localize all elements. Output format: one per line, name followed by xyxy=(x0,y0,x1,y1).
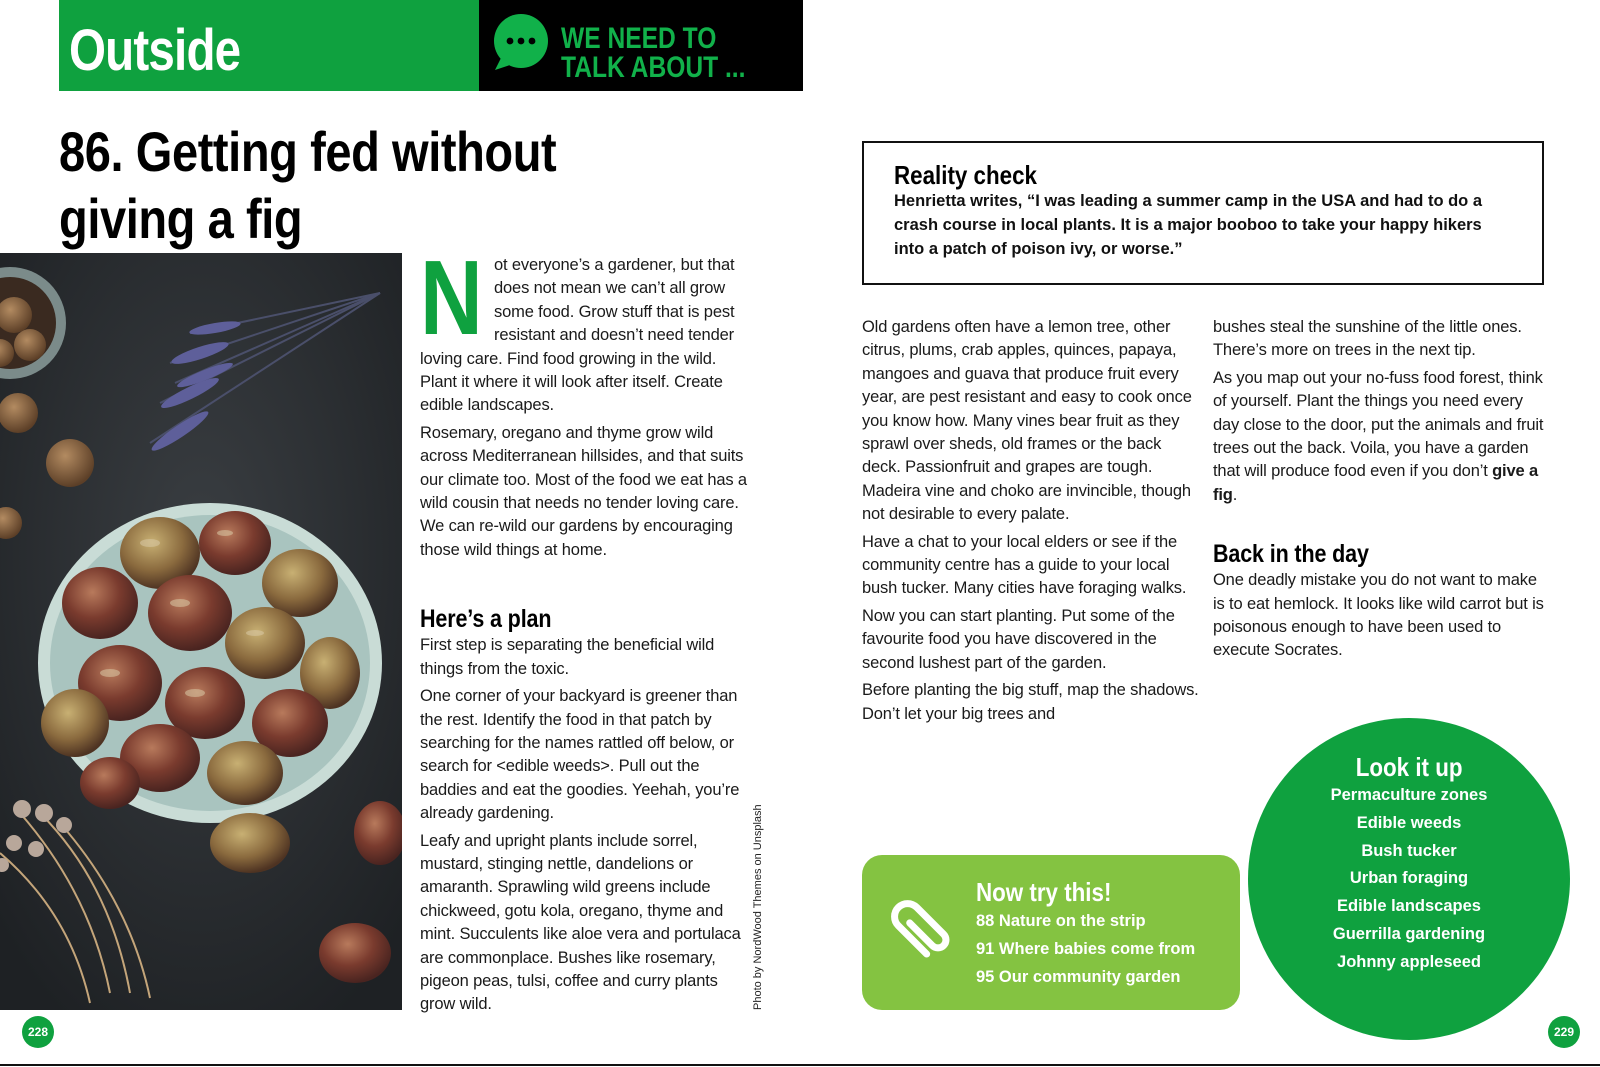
page-number-right: 229 xyxy=(1548,1016,1580,1048)
give-a-fig-bold: give a fig xyxy=(1213,462,1539,504)
photo-credit xyxy=(752,790,766,1010)
paperclip-icon xyxy=(880,889,962,971)
section-title: Outside xyxy=(69,18,241,83)
drop-cap: N xyxy=(420,239,483,357)
lookup-item[interactable]: Bush tucker xyxy=(1361,841,1457,860)
plan-heading: Here’s a plan xyxy=(420,605,552,634)
talk-line-2: TALK ABOUT ... xyxy=(561,51,746,84)
col4-p2-end: . xyxy=(1232,485,1238,504)
page-number-left: 228 xyxy=(22,1016,54,1048)
reality-check-text: Henrietta writes, “I was leading a summer camp in the USA and had to do a crash course in local plants. It is a major booboo to take your happy hikers into a patch of poison ivy, or worse.” xyxy=(894,192,1483,258)
intro-paragraph-1 xyxy=(420,239,754,418)
column-four xyxy=(1213,316,1551,667)
plan-paragraph-3: Leafy and upright plants include sorrel, mustard, stinging nettle, dandelions or amaranth. Sprawling wild greens include chickweed, gotu kola, oregano, thyme and mint. Succulents like aloe vera and portulaca are commonplace. Bushes like rosemary, pigeon peas, tulsi, coffee and curry plants grow wild. xyxy=(420,831,741,1014)
lookup-item[interactable]: Edible landscapes xyxy=(1337,897,1481,916)
col3-paragraph-1: Old gardens often have a lemon tree, other citrus, plums, crab apples, quinces, papaya, mangoes and guava that produce fruit every year, are pest resistant and easy to cook once you know how. Many vines bear fruit as they sprawl over sheds, old frames or the back deck. Passionfruit and grapes are tough. Madeira vine and choko are invincible, though not desirable to every palate. xyxy=(862,318,1192,524)
lookup-item[interactable]: Permaculture zones xyxy=(1330,786,1488,804)
article-title xyxy=(59,118,556,252)
try-item[interactable]: 88 Nature on the strip xyxy=(976,912,1146,930)
plan-paragraph-2: One corner of your backyard is greener than the rest. Identify the food in that patch by searching for the names rattled off below, or search for <edible weeds>. Pull out the baddies and eat the goodies. Yeehah, you’re already gardening. xyxy=(420,687,740,823)
look-it-up-circle xyxy=(1248,718,1570,1040)
lookup-item[interactable]: Urban foraging xyxy=(1349,869,1469,888)
title-line-1: 86. Getting fed without xyxy=(59,120,557,183)
figs-photo xyxy=(0,253,402,1010)
column-three xyxy=(862,316,1202,730)
try-item[interactable]: 95 Our community garden xyxy=(976,968,1181,986)
figs-illustration xyxy=(0,253,402,1010)
intro-text-1: ot everyone’s a gardener, but that does not mean we can’t all grow some food. Grow stuff that is pest resistant and doesn’t need tender loving care. Find food growing in the wild. Plant it where it will look after itself. Create edible landscapes. xyxy=(420,256,735,415)
bottom-rule xyxy=(0,1064,1600,1066)
col4-p2-start: As you map out your no-fuss food forest, think of yourself. Plant the things you need every day close to the door, put the animals and fruit trees out the back. Voila, you have a garden that will produce food even if you don’t xyxy=(1213,368,1544,481)
look-it-up-title-text: Look it up xyxy=(1355,752,1463,782)
now-try-this-list xyxy=(976,907,1195,991)
reality-check-box xyxy=(862,141,1544,285)
lookup-item[interactable]: Edible weeds xyxy=(1356,813,1462,832)
section-header xyxy=(59,0,479,91)
look-it-up-title xyxy=(1248,752,1570,783)
col3-paragraph-2: Have a chat to your local elders or see if the community centre has a guide to your local bush tucker. Many cities have foraging walks. xyxy=(862,532,1187,598)
col4-paragraph-2 xyxy=(1213,367,1551,507)
title-line-2: giving a fig xyxy=(59,187,303,250)
intro-paragraph-2: Rosemary, oregano and thyme grow wild across Mediterranean hillsides, and that suits our climate too. Most of the food we eat has a wild cousin that needs no tender loving care. We can re-wild our gardens by encouraging those wild things at home. xyxy=(420,423,747,559)
try-item[interactable]: 91 Where babies come from xyxy=(976,940,1196,958)
lookup-item[interactable]: Johnny appleseed xyxy=(1337,952,1481,971)
back-in-the-day-heading: Back in the day xyxy=(1213,540,1369,569)
talk-about-banner xyxy=(479,0,803,91)
photo-credit-text: Photo by NordWood Themes on Unsplash xyxy=(752,804,764,1010)
plan-paragraph-1: First step is separating the beneficial wild things from the toxic. xyxy=(420,636,715,678)
speech-bubble-icon xyxy=(491,12,551,72)
talk-line-1: WE NEED TO xyxy=(561,22,717,55)
look-it-up-list xyxy=(1248,782,1570,977)
now-try-this-box xyxy=(862,855,1240,1010)
talk-about-text xyxy=(561,24,745,82)
column-intro xyxy=(420,239,754,1021)
back-in-the-day-text: One deadly mistake you do not want to make is to eat hemlock. It looks like wild carrot but is poisonous enough to have been used to execute Socrates. xyxy=(1213,571,1544,660)
col3-paragraph-3: Now you can start planting. Put some of the favourite food you have discovered in the second lushest part of the garden. xyxy=(862,606,1175,672)
col3-paragraph-4: Before planting the big stuff, map the shadows. Don’t let your big trees and xyxy=(862,681,1199,723)
lookup-item[interactable]: Guerrilla gardening xyxy=(1332,924,1486,943)
reality-check-title: Reality check xyxy=(894,160,1037,190)
col4-paragraph-1: bushes steal the sunshine of the little ones. There’s more on trees in the next tip. xyxy=(1213,318,1522,360)
now-try-this-title: Now try this! xyxy=(976,877,1112,907)
